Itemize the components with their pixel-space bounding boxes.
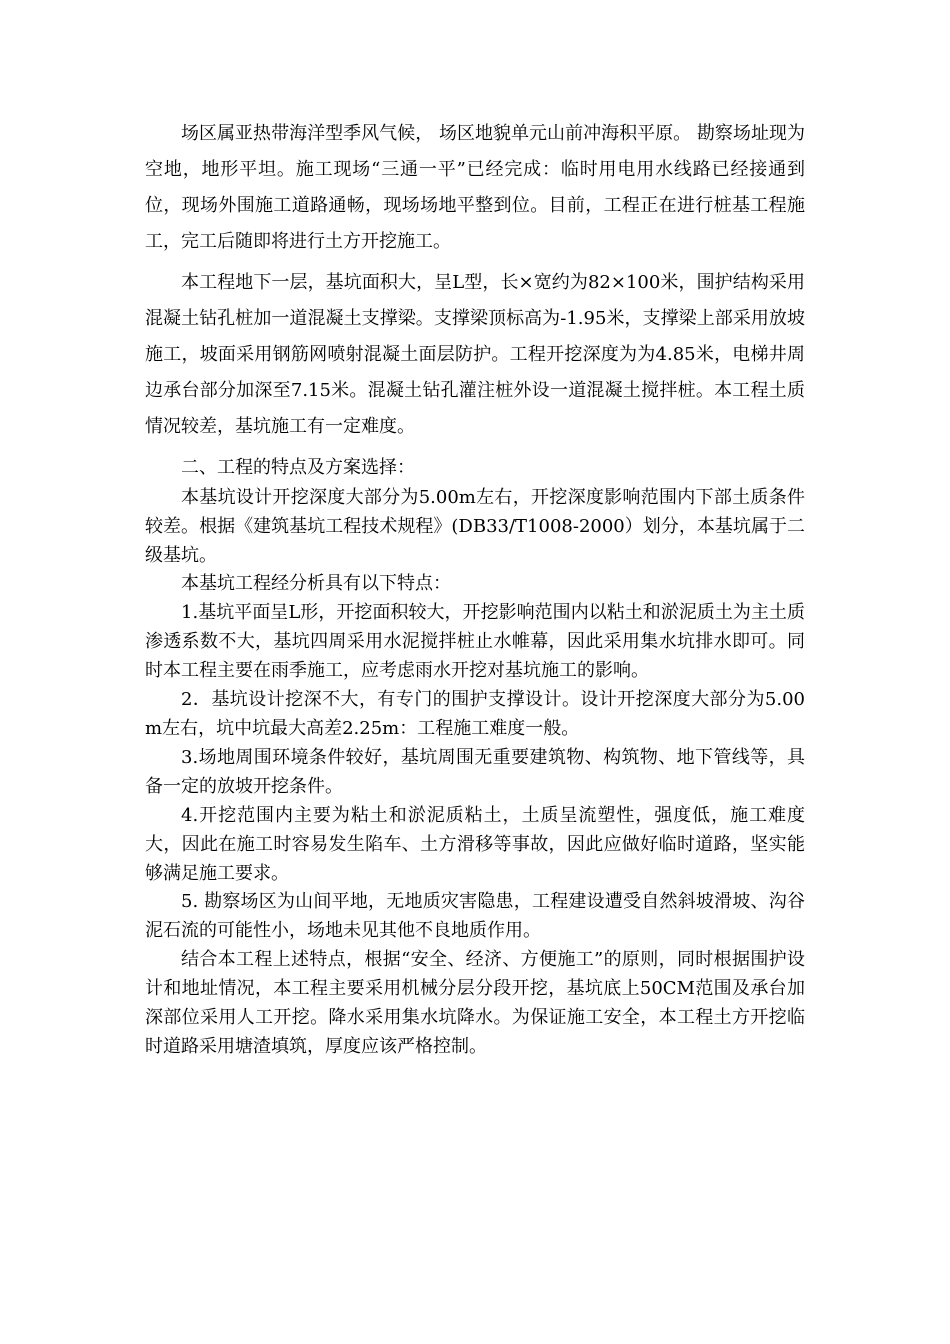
paragraph-conclusion: 结合本工程上述特点，根据“安全、经济、方便施工”的原则，同时根据围护设计和地址情况，本工程主要采用机械分层分段开挖，基坑底上50CM范围及承台加深部位采用人工开挖。降水采用集水坑降水。为保证施工安全，本工程土方开挖临时道路采用塘渣填筑，厚度应该严格控制。 <box>145 949 805 1057</box>
paragraph-project-overview: 本工程地下一层，基坑面积大，呈L型，长×宽约为82×100米，围护结构采用混凝土钻孔桩加一道混凝土支撑梁。支撑梁顶标高为-1.95米，支撑梁上部采用放坡施工，坡面采用钢筋网喷射混凝土面层防护。工程开挖深度为为4.85米，电梯井周边承台部分加深至7.15米。混凝土钻孔灌注桩外设一道混凝土搅拌桩。本工程土质情况较差，基坑施工有一定难度。 <box>145 272 805 437</box>
list-item-feature-1: 1.基坑平面呈L形，开挖面积较大，开挖影响范围内以粘土和淤泥质土为主土质渗透系数不大，基坑四周采用水泥搅拌桩止水帷幕，因此采用集水坑排水即可。同时本工程主要在雨季施工，应考虑雨水开挖对基坑施工的影响。 <box>145 602 805 681</box>
list-item-feature-2: 2．基坑设计挖深不大，有专门的围护支撑设计。设计开挖深度大部分为5.00m左右，坑中坑最大高差2.25m：工程施工难度一般。 <box>145 689 805 739</box>
list-item-feature-3: 3.场地周围环境条件较好，基坑周围无重要建筑物、构筑物、地下管线等，具备一定的放坡开挖条件。 <box>145 747 805 797</box>
paragraph-features-intro: 本基坑工程经分析具有以下特点： <box>181 573 451 594</box>
list-item-feature-5: 5. 勘察场区为山间平地，无地质灾害隐患，工程建设遭受自然斜坡滑坡、沟谷泥石流的可能性小，场地未见其他不良地质作用。 <box>145 891 805 941</box>
paragraph-site-conditions: 场区属亚热带海洋型季风气候， 场区地貌单元山前冲海积平原。 勘察场址现为空地，地形平坦。施工现场“三通一平”已经完成：临时用电用水线路已经接通到位，现场外围施工道路通畅，现场场地平整到位。目前，工程正在进行桩基工程施工，完工后随即将进行土方开挖施工。 <box>145 123 805 252</box>
section-heading-features: 二、工程的特点及方案选择： <box>181 457 415 478</box>
list-item-feature-4: 4.开挖范围内主要为粘土和淤泥质粘土，土质呈流塑性，强度低，施工难度大，因此在施工时容易发生陷车、土方滑移等事故，因此应做好临时道路，坚实能够满足施工要求。 <box>145 805 805 884</box>
paragraph-design-depth: 本基坑设计开挖深度大部分为5.00m左右，开挖深度影响范围内下部土质条件较差。根据《建筑基坑工程技术规程》(DB33/T1008-2000）划分，本基坑属于二级基坑。 <box>145 487 805 566</box>
